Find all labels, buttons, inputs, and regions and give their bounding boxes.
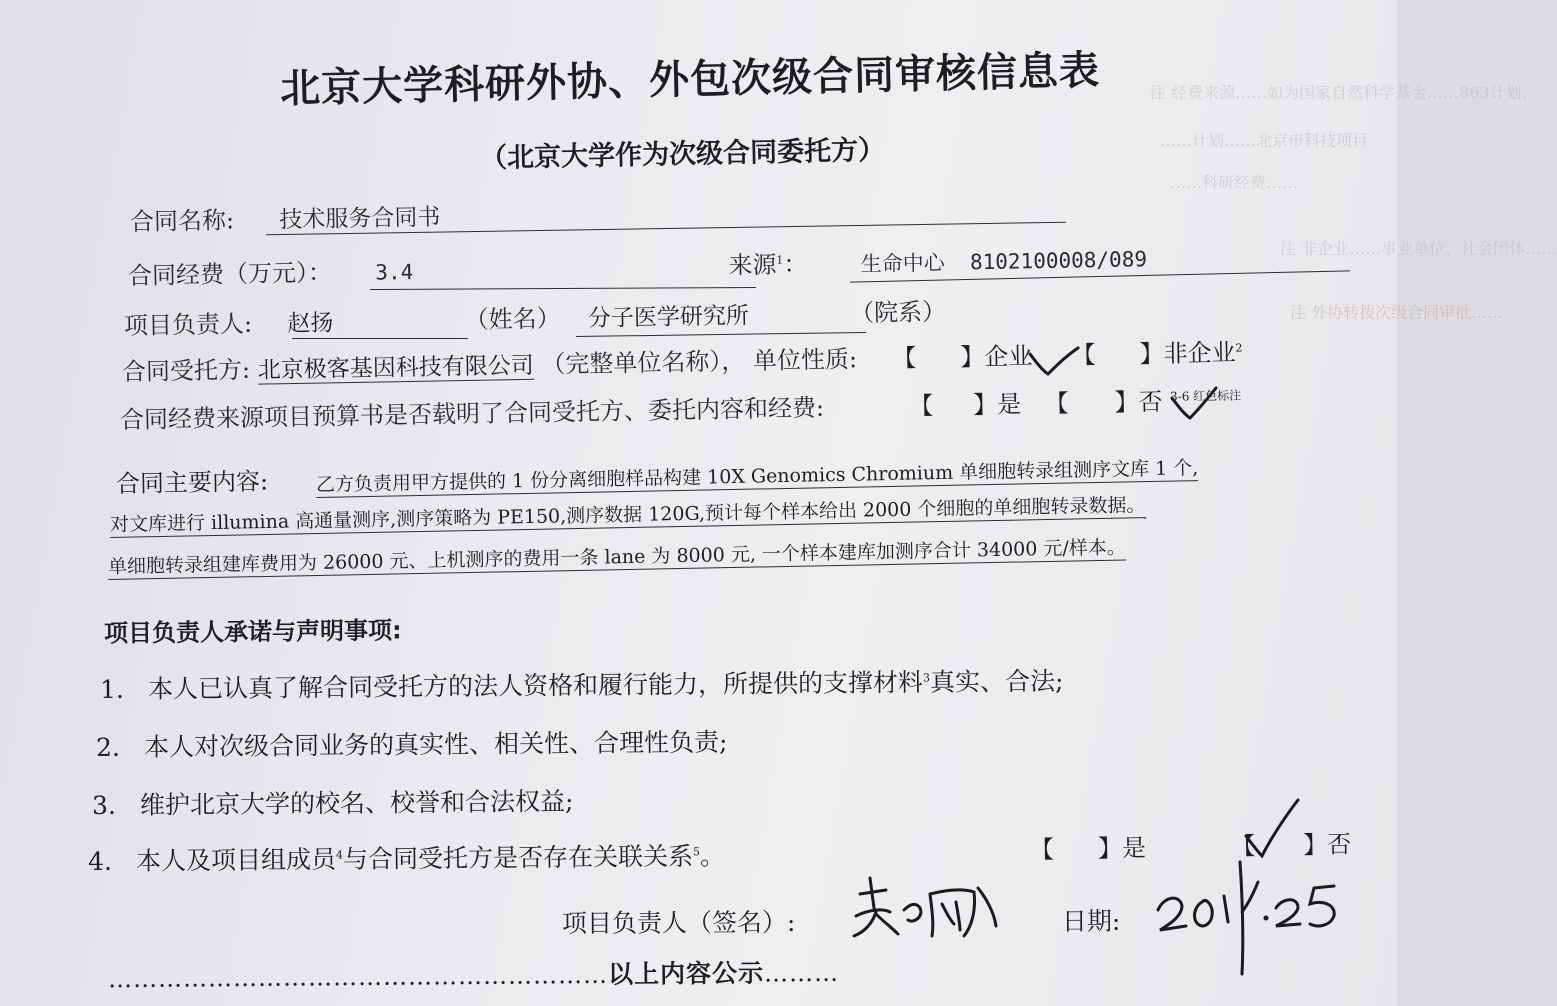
document-title: 北京大学科研外协、外包次级合同审核信息表 <box>279 47 1101 113</box>
enterprise-checkbox[interactable]: 【 】 <box>892 342 985 373</box>
budget-no-label: 否 <box>1138 387 1163 417</box>
non-enterprise-checkbox[interactable]: 【 】 <box>1071 339 1164 370</box>
project-leader-label: 项目负责人: <box>123 309 253 340</box>
project-leader-row <box>124 292 947 341</box>
public-notice-label: 以上内容公示 <box>607 958 765 989</box>
footnote-marker: 1 <box>776 253 784 267</box>
contract-funds-label: 合同经费（万元）： <box>127 258 333 290</box>
bleed-through-text: 注 经费来源……如为国家自然科学基金……863计划、 <box>1150 83 1538 102</box>
entrusted-party-label: 合同受托方: <box>121 355 251 386</box>
budget-yes-label: 是 <box>997 390 1022 419</box>
date-label: 日期: <box>1061 906 1121 936</box>
main-content-line-3[interactable]: 单细胞转录组建库费用为 26000 元、上机测序的费用一条 lane 为 8000 元, 一个样本建库加测序合计 34000 元/样本。 <box>107 536 1126 578</box>
footer-dotted-line: ……………………………………………………以上内容公示……… <box>107 958 840 994</box>
leader-dept-underline <box>576 332 866 337</box>
dept-hint: （院系） <box>849 297 947 328</box>
pledge-item: 4. 本人及项目组成员$^4$与合同受托方是否存在关联关系$^5$。 <box>87 841 726 876</box>
related-no-label: 否 <box>1327 830 1352 859</box>
budget-question-row <box>120 380 1242 435</box>
red-mark-note: 3-6 红色标注 <box>1169 388 1242 404</box>
budget-question-label: 合同经费来源项目预算书是否载明了合同受托方、委托内容和经费: <box>119 393 825 434</box>
check-mark-icon <box>1026 342 1082 382</box>
footnote-marker: 2 <box>1235 341 1243 355</box>
budget-yes-checkbox[interactable]: 【 】 <box>909 390 998 421</box>
name-hint: （姓名） <box>464 304 561 335</box>
enterprise-option-label: 企业 <box>984 342 1033 371</box>
document-subtitle: （北京大学作为次级合同委托方） <box>479 134 886 175</box>
related-yes-label: 是 <box>1121 833 1147 863</box>
project-leader-name[interactable]: 赵扬 <box>287 310 334 338</box>
bleed-through-text: ……科研经费…… <box>1170 173 1299 192</box>
bleed-through-text: 注 非企业……事业单位、社会团体…… <box>1280 239 1557 258</box>
entrusted-party-hint: （完整单位名称）， <box>541 347 746 379</box>
budget-no-checkbox[interactable]: 【 】 <box>1044 388 1139 418</box>
funds-source-colon: ： <box>783 250 808 279</box>
pledge-item: 1. 本人已认真了解合同受托方的法人资格和履行能力，所提供的支撑材料$^3$真实、合法; <box>99 666 1064 704</box>
bleed-through-text: 注 外协转拨次级合同审批…… <box>1290 303 1504 322</box>
project-leader-dept[interactable]: 分子医学研究所 <box>587 303 750 332</box>
contract-funds-row <box>128 238 1148 291</box>
main-content-line-2[interactable]: 对文库进行 illumina 高通量测序,测序策略为 PE150,测序数据 120G,预计每个样本给出 2000 个细胞的单细胞转录数据。 <box>109 494 1146 536</box>
pledge-item: 3. 维护北京大学的校名、校誉和合法权益; <box>91 786 574 820</box>
handwritten-signature[interactable] <box>846 864 1002 948</box>
funds-underline <box>370 287 756 290</box>
non-enterprise-option-label: 非企业 <box>1163 338 1236 368</box>
leader-name-underline <box>292 338 468 339</box>
main-content-line-1[interactable]: 乙方负责用甲方提供的 1 份分离细胞样品构建 10X Genomics Chromium 单细胞转录组测序文库 1 个, <box>315 457 1199 496</box>
bleed-through-text: ……计划……北京市科技项目 <box>1160 131 1369 150</box>
main-content-label: 合同主要内容: <box>115 467 269 498</box>
contract-name-label: 合同名称: <box>129 206 235 236</box>
contract-name-value[interactable]: 技术服务合同书 <box>279 204 441 234</box>
unit-type-label: 单位性质: <box>752 345 858 375</box>
entrusted-party-value[interactable]: 北京极客基因科技有限公司 <box>257 352 534 384</box>
contract-funds-value[interactable]: 3.4 <box>375 260 414 285</box>
funds-source-label: 来源 <box>728 250 777 280</box>
pledge-item: 2. 本人对次级合同业务的真实性、相关性、合理性负责; <box>95 727 728 762</box>
contract-name-row <box>130 197 441 237</box>
related-yes-checkbox[interactable]: 【 】 <box>1029 834 1123 864</box>
pledge-heading: 项目负责人承诺与声明事项: <box>103 616 402 648</box>
handwritten-date[interactable] <box>1150 852 1350 982</box>
funds-source-value[interactable]: 生命中心 8102100008/089 <box>860 247 1148 277</box>
related-no-checkbox[interactable]: 【 】 <box>1231 830 1328 861</box>
check-mark-icon <box>1166 384 1222 424</box>
signature-label: 项目负责人（签名）: <box>561 907 796 938</box>
